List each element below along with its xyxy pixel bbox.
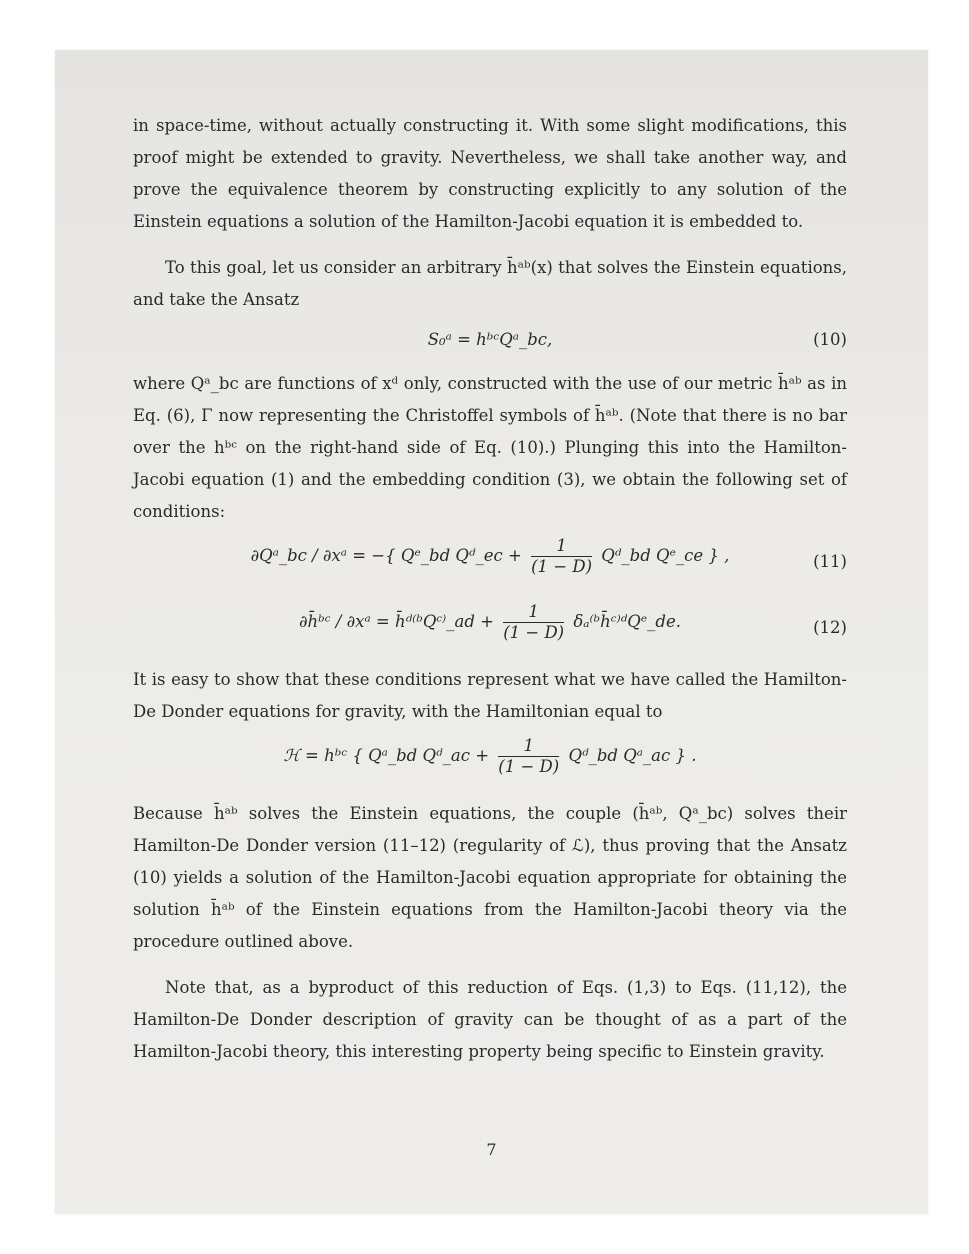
page-body: [133, 110, 847, 1082]
equation-12-lhs: ∂h̄ᵇᶜ / ∂xᵃ: [298, 612, 371, 631]
equation-12: [133, 598, 847, 658]
equation-11-fraction: [531, 536, 592, 577]
paragraph-1: in space-time, without actually constructing it. With some slight modifications, this proof might be extended to gravity. Nevertheless, we shall take another way, and prove the equivalence theorem by constructing explicitly to any solution of the Einstein equations a solution of the Hamilton-Jacobi equation it is embedded to.: [133, 116, 847, 231]
equation-11-rhs-right: Qᵈ_bd Qᵉ_ce } ,: [601, 546, 730, 565]
paragraph-4: It is easy to show that these conditions represent what we have called the Hamilton-De Donder equations for gravity, with the Hamiltonian equal to: [133, 670, 847, 721]
hamiltonian-fraction: [498, 736, 559, 777]
hamiltonian-equation: [133, 732, 847, 792]
hamiltonian-frac-num: 1: [498, 736, 559, 757]
paragraph-6: Note that, as a byproduct of this reduction of Eqs. (1,3) to Eqs. (11,12), the Hamilton-De Donder description of gravity can be thought of as a part of the Hamilton-Jacobi theory, this interesting property being specific to Einstein gravity.: [133, 978, 847, 1061]
equation-12-frac-den: (1 − D): [503, 623, 565, 642]
paragraph-3: where Qᵃ_bc are functions of xᵈ only, constructed with the use of our metric h̄ᵃᵇ as in Eq. (6), Γ now representing the Christoffel symbols of h̄ᵃᵇ. (Note that there is no bar over the hᵇᶜ on the right-hand side of Eq. (10).) Plunging this into the Hamilton-Jacobi equation (1) and the embedding condition (3), we obtain the following set of conditions:: [133, 374, 847, 521]
paper-page: [55, 50, 928, 1214]
hamiltonian-lhs: ℋ = hᵇᶜ { Qᵃ_bd Qᵈ_ac +: [283, 746, 490, 765]
equation-11-frac-den: (1 − D): [531, 557, 593, 576]
equation-12-fraction: [503, 602, 564, 643]
equation-11-number: (11): [813, 552, 847, 571]
equation-11-rhs-left: = −{ Qᵉ_bd Qᵈ_ec +: [352, 546, 522, 565]
paragraph-5: Because h̄ᵃᵇ solves the Einstein equations, the couple (h̄ᵃᵇ, Qᵃ_bc) solves their Hamilton-De Donder version (11–12) (regularity of ℒ), thus proving that the Ansatz (10) yields a solution of the Hamilton-Jacobi equation appropriate for obtaining the solution h̄ᵃᵇ of the Einstein equations from the Hamilton-Jacobi theory via the procedure outlined above.: [133, 804, 847, 951]
equation-11-lhs: ∂Qᵃ_bc / ∂xᵃ: [250, 546, 347, 565]
equation-10: [133, 320, 847, 362]
paragraph-2: To this goal, let us consider an arbitrary h̄ᵃᵇ(x) that solves the Einstein equations, and take the Ansatz: [133, 258, 847, 309]
equation-11: [133, 532, 847, 592]
equation-12-number: (12): [813, 618, 847, 637]
equation-11-frac-num: 1: [531, 536, 592, 557]
equation-12-rhs-left: = h̄ᵈ⁽ᵇQᶜ⁾_ad +: [375, 612, 494, 631]
hamiltonian-frac-den: (1 − D): [498, 757, 560, 776]
equation-12-frac-num: 1: [503, 602, 564, 623]
hamiltonian-rhs-right: Qᵈ_bd Qᵃ_ac } .: [568, 746, 697, 765]
equation-10-number: (10): [813, 330, 847, 349]
equation-12-rhs-right: δₐ⁽ᵇh̄ᶜ⁾ᵈQᵉ_de.: [573, 612, 681, 631]
equation-10-body: S₀ᵃ = hᵇᶜQᵃ_bc,: [427, 330, 553, 349]
page-number: 7: [486, 1140, 497, 1159]
